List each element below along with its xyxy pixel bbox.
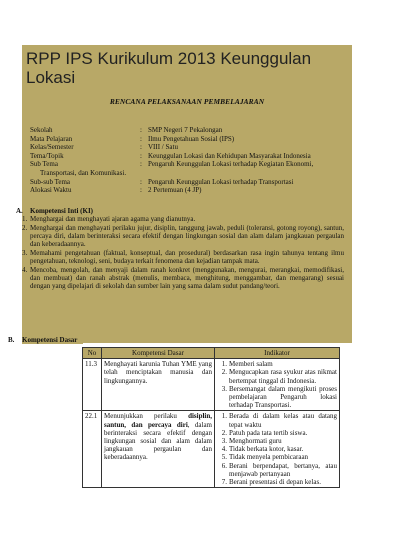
kd-text: Menghayati karunia Tuhan YME yang telah menciptakan manusia dan lingkungannya.	[104, 360, 212, 385]
section-letter: B.	[8, 336, 15, 344]
ki-number: 3.	[22, 248, 28, 257]
table-row	[83, 411, 340, 488]
identity-key: Alokasi Waktu	[30, 186, 72, 195]
row-number: 22.1	[83, 411, 102, 488]
indicator-item	[217, 437, 337, 445]
ki-number: 1.	[22, 215, 28, 224]
identity-colon: :	[140, 160, 142, 169]
identity-key: Kelas/Semester	[30, 143, 74, 152]
indicator-number: 1.	[221, 360, 227, 369]
identity-row	[30, 143, 344, 152]
identity-key: Tema/Topik	[30, 151, 64, 160]
indicator-number: 7.	[221, 478, 227, 487]
identity-row-continued	[30, 169, 344, 178]
identity-row	[30, 126, 344, 135]
indicator-number: 1.	[221, 412, 227, 421]
indicator-item	[217, 368, 337, 384]
indicator-number: 2.	[221, 368, 227, 377]
ki-text: Mencoba, mengolah, dan menyaji dalam ranah konkret (menggunakan, mengurai, merangkai, memodifikasi, dan membuat) dan ranah abstrak (menulis, membaca, menghitung, menggambar, dan mengarang) sesuai dengan yang dipelajari di sekolah dan sumber lain yang sama dalam sudut pandang/teori.	[30, 265, 344, 291]
table-row	[83, 359, 340, 411]
section-kompetensi-dasar-heading	[8, 336, 83, 344]
section-title: Kompetensi Dasar	[22, 336, 83, 344]
identity-colon: :	[140, 143, 142, 152]
section-letter: A.	[16, 206, 23, 215]
identity-value: SMP Negeri 7 Pekalongan	[148, 126, 223, 134]
identity-key: Sub-sub Tema	[30, 177, 71, 186]
indicator-item	[217, 445, 337, 453]
identity-colon: :	[140, 134, 142, 143]
section-heading	[16, 207, 344, 215]
indicator-text: Memberi salam	[229, 360, 273, 369]
identity-value: Ilmu Pengetahuan Sosial (IPS)	[148, 134, 235, 143]
ki-text: Menghargai dan menghayati perilaku jujur, disiplin, tanggung jawab, peduli (toleransi, gotong royong), santun, percaya diri, dalam berinteraksi secara efektif dengan lingkungan sosial dan alam dalam jangkauan pergaulan dan keberadaannya.	[30, 223, 344, 249]
ki-text: Memahami pengetahuan (faktual, konseptual, dan prosedural) berdasarkan rasa ingin tahunya tentang ilmu pengetahuan, teknologi, seni, budaya terkait fenomena dan kejadian tampak mata.	[30, 248, 344, 266]
indicator-text: Berada di dalam kelas atau datang tepat waktu	[229, 412, 337, 429]
indicator-cell	[215, 411, 340, 488]
identity-colon: :	[140, 126, 142, 134]
section-title: Kompetensi Inti (KI)	[30, 206, 93, 215]
indicator-text: Tidak berkata kotor, kasar.	[229, 445, 304, 454]
identity-key: Mata Pelajaran	[30, 134, 73, 143]
document-title: RPP IPS Kurikulum 2013 Keunggulan Lokasi	[26, 49, 312, 87]
kompetensi-dasar-table	[82, 347, 340, 488]
identity-key: Sub Tema	[30, 160, 58, 169]
indicator-item	[217, 462, 337, 478]
kd-text: , dalam berinteraksi secara efektif dengan lingkungan sosial dan alam dalam jangkauan pergaulan dan keberadaannya.	[104, 420, 212, 462]
indicator-item	[217, 429, 337, 437]
indicator-text: Bersemangat dalam mengikuti proses pembelajaran Pengaruh lokasi terhadap Transportasi.	[229, 384, 337, 410]
identity-value: Pengaruh Keunggulan Lokasi terhadap Kegiatan Ekonomi,	[148, 160, 314, 169]
indicator-text: Tidak menyela pembicaraan	[229, 453, 309, 462]
indicator-number: 6.	[221, 461, 227, 470]
header-kompetensi-dasar: Kompetensi Dasar	[102, 348, 215, 359]
indicator-text: Berani berpendapat, bertanya, atau menjawab pertanyaan	[229, 461, 337, 478]
indicator-text: Patuh pada tata tertib siswa.	[229, 428, 308, 437]
kd-text-bold: disiplin, santun, dan percaya diri	[104, 412, 212, 429]
kd-cell	[102, 359, 215, 411]
kd-text: Menunjukkan perilaku	[104, 412, 189, 421]
identity-row	[30, 186, 344, 195]
identity-row	[30, 160, 344, 169]
identity-colon: :	[140, 177, 142, 186]
ki-item	[22, 223, 344, 249]
identity-value: Transportasi, dan Komunikasi.	[40, 168, 127, 177]
ki-number: 4.	[22, 265, 28, 274]
ki-item	[22, 215, 344, 224]
identity-colon: :	[140, 151, 142, 160]
indicator-number: 5.	[221, 453, 227, 462]
identity-value: Pengaruh Keunggulan Lokasi terhadap Transportasi	[148, 177, 294, 186]
identity-value: Keunggulan Lokasi dan Kehidupan Masyarakat Indonesia	[148, 151, 311, 160]
indicator-text: Berani presentasi di depan kelas.	[229, 478, 321, 487]
header-no: No	[83, 348, 102, 359]
identity-value: 2 Pertemuan (4 JP)	[148, 186, 202, 195]
indicator-item	[217, 360, 337, 368]
indicator-number: 3.	[221, 437, 227, 446]
ki-number: 2.	[22, 223, 28, 232]
indicator-item	[217, 412, 337, 428]
identity-colon: :	[140, 186, 142, 195]
table-header-row	[83, 348, 340, 359]
indicator-item	[217, 385, 337, 410]
row-number: 11.3	[83, 359, 102, 411]
indicator-number: 3.	[221, 384, 227, 393]
identity-list	[30, 126, 344, 195]
identity-value: VIII / Satu	[148, 143, 178, 152]
identity-row	[30, 152, 344, 161]
ki-item	[22, 265, 344, 291]
identity-key: Sekolah	[30, 126, 53, 134]
indicator-item	[217, 453, 337, 461]
rpp-heading: RENCANA PELAKSANAAN PEMBELAJARAN	[109, 97, 265, 106]
indicator-text: Mengucapkan rasa syukur atas nikmat bertempat tinggal di Indonesia.	[229, 368, 337, 385]
indicator-text: Menghormati guru	[229, 437, 282, 446]
header-block	[16, 45, 352, 343]
ki-item	[22, 248, 344, 266]
indicator-cell	[215, 359, 340, 411]
kd-cell	[102, 411, 215, 488]
header-indikator: Indikator	[215, 348, 340, 359]
identity-row	[30, 135, 344, 144]
section-kompetensi-inti	[16, 206, 344, 291]
identity-row	[30, 178, 344, 187]
ki-text: Menghargai dan menghayati ajaran agama yang dianutnya.	[30, 215, 196, 224]
indicator-item	[217, 478, 337, 486]
indicator-number: 2.	[221, 428, 227, 437]
indicator-number: 4.	[221, 445, 227, 454]
